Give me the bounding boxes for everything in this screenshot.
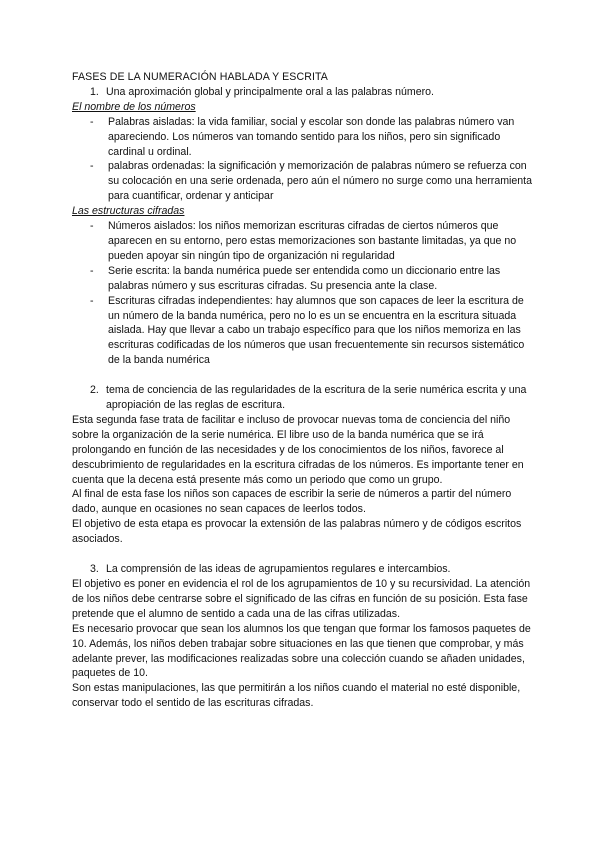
body-paragraph: Es necesario provocar que sean los alumnos los que tengan que formar los famosos paquetes de 10. Además, los niños deben trabajar sobre situaciones en las que tienen que comprobar, y más adelante prever, las modificaciones realizadas sobre una colección cuando se añaden unidades, paquetes de 10. bbox=[72, 622, 531, 680]
phase-1-text: Una aproximación global y principalmente oral a las palabras número. bbox=[106, 85, 434, 98]
bullet-item bbox=[72, 115, 534, 160]
body-paragraph: El objetivo es poner en evidencia el rol de los agrupamientos de 10 y su recursividad. La atención de los niños debe centrarse sobre el significado de las cifras en función de su posición. Esta fase pretende que el alumno de sentido a cada una de las cifras utilizadas. bbox=[72, 578, 531, 620]
document-title: FASES DE LA NUMERACIÓN HABLADA Y ESCRITA bbox=[72, 71, 328, 83]
bullet-text: Números aislados: los niños memorizan escrituras cifradas de ciertos números que aparecen en su entorno, pero estas memorizaciones son bastante limitadas, ya que no pueden apoyar sin ningún tipo de organización ni regularidad bbox=[108, 220, 517, 262]
bullet-text: Palabras aisladas: la vida familiar, social y escolar son donde las palabras número van apareciendo. Los números van tomando sentido para los niños, pero sin significado cardinal u ordinal. bbox=[108, 115, 515, 158]
bullet-text: Escrituras cifradas independientes: hay alumnos que son capaces de leer la escritura de un número de la banda numérica, pero no lo es un se encuentra en la escritura situada aislada. Hay que llevar a cabo un trabajo específico para que los niños memoriza en las escrituras codificadas de los números que usan frecuentemente sin recursos sistemático de la banda numérica bbox=[108, 294, 525, 367]
bullet-text: palabras ordenadas: la significación y memorización de palabras número se refuerza con su colocación en una serie ordenada, pero aún el número no surge como una herramienta para cuantificar, ordenar y anticipar bbox=[108, 160, 533, 203]
body-paragraph: Al final de esta fase los niños son capaces de escribir la serie de números a partir del número dado, aunque en ocasiones no sean capaces de leerlos todos. bbox=[72, 488, 512, 516]
phase-2-text: tema de conciencia de las regularidades de la escritura de la serie numérica escrita y una apropiación de las reglas de escritura. bbox=[106, 384, 527, 412]
bullet-item bbox=[72, 294, 534, 369]
dash-marker: - bbox=[90, 220, 94, 233]
body-paragraph: Son estas manipulaciones, las que permitirán a los niños cuando el material no esté disponible, conservar todo el sentido de las escrituras cifradas. bbox=[72, 682, 521, 710]
phase-3-text: La comprensión de las ideas de agrupamientos regulares e intercambios. bbox=[106, 563, 451, 576]
document-body bbox=[72, 70, 534, 711]
bullet-item bbox=[72, 219, 534, 264]
section-heading-estructuras: Las estructuras cifradas bbox=[72, 205, 185, 218]
spacer bbox=[72, 547, 534, 562]
bullet-item bbox=[72, 264, 534, 294]
phase-3-item bbox=[72, 562, 534, 577]
body-paragraph: El objetivo de esta etapa es provocar la extensión de las palabras número y de códigos escritos asociados. bbox=[72, 518, 522, 546]
phase-1-number: 1. bbox=[90, 85, 99, 98]
phase-2-item bbox=[72, 383, 534, 413]
dash-marker: - bbox=[90, 160, 94, 173]
section-heading-nombre: El nombre de los números bbox=[72, 100, 196, 113]
phase-2-number: 2. bbox=[90, 384, 99, 397]
dash-marker: - bbox=[90, 294, 94, 307]
bullet-item bbox=[72, 159, 534, 204]
spacer bbox=[72, 368, 534, 383]
body-paragraph: Esta segunda fase trata de facilitar e incluso de provocar nuevas toma de conciencia del niño sobre la organización de la serie numérica. El libre uso de la banda numérica que se irá prolongando en función de las necesidades y de los conocimientos de los niños, favorece al descubrimiento de regularidades en la escritura cifradas de los números. Es importante tener en cuenta que la decena está presente más como un periodo que como un grupo. bbox=[72, 413, 524, 486]
dash-marker: - bbox=[90, 264, 94, 277]
phase-3-number: 3. bbox=[90, 563, 99, 576]
dash-marker: - bbox=[90, 115, 94, 128]
phase-1-item bbox=[72, 85, 534, 100]
bullet-text: Serie escrita: la banda numérica puede ser entendida como un diccionario entre las palabras número y sus escrituras cifradas. Su presencia ante la clase. bbox=[108, 264, 501, 292]
